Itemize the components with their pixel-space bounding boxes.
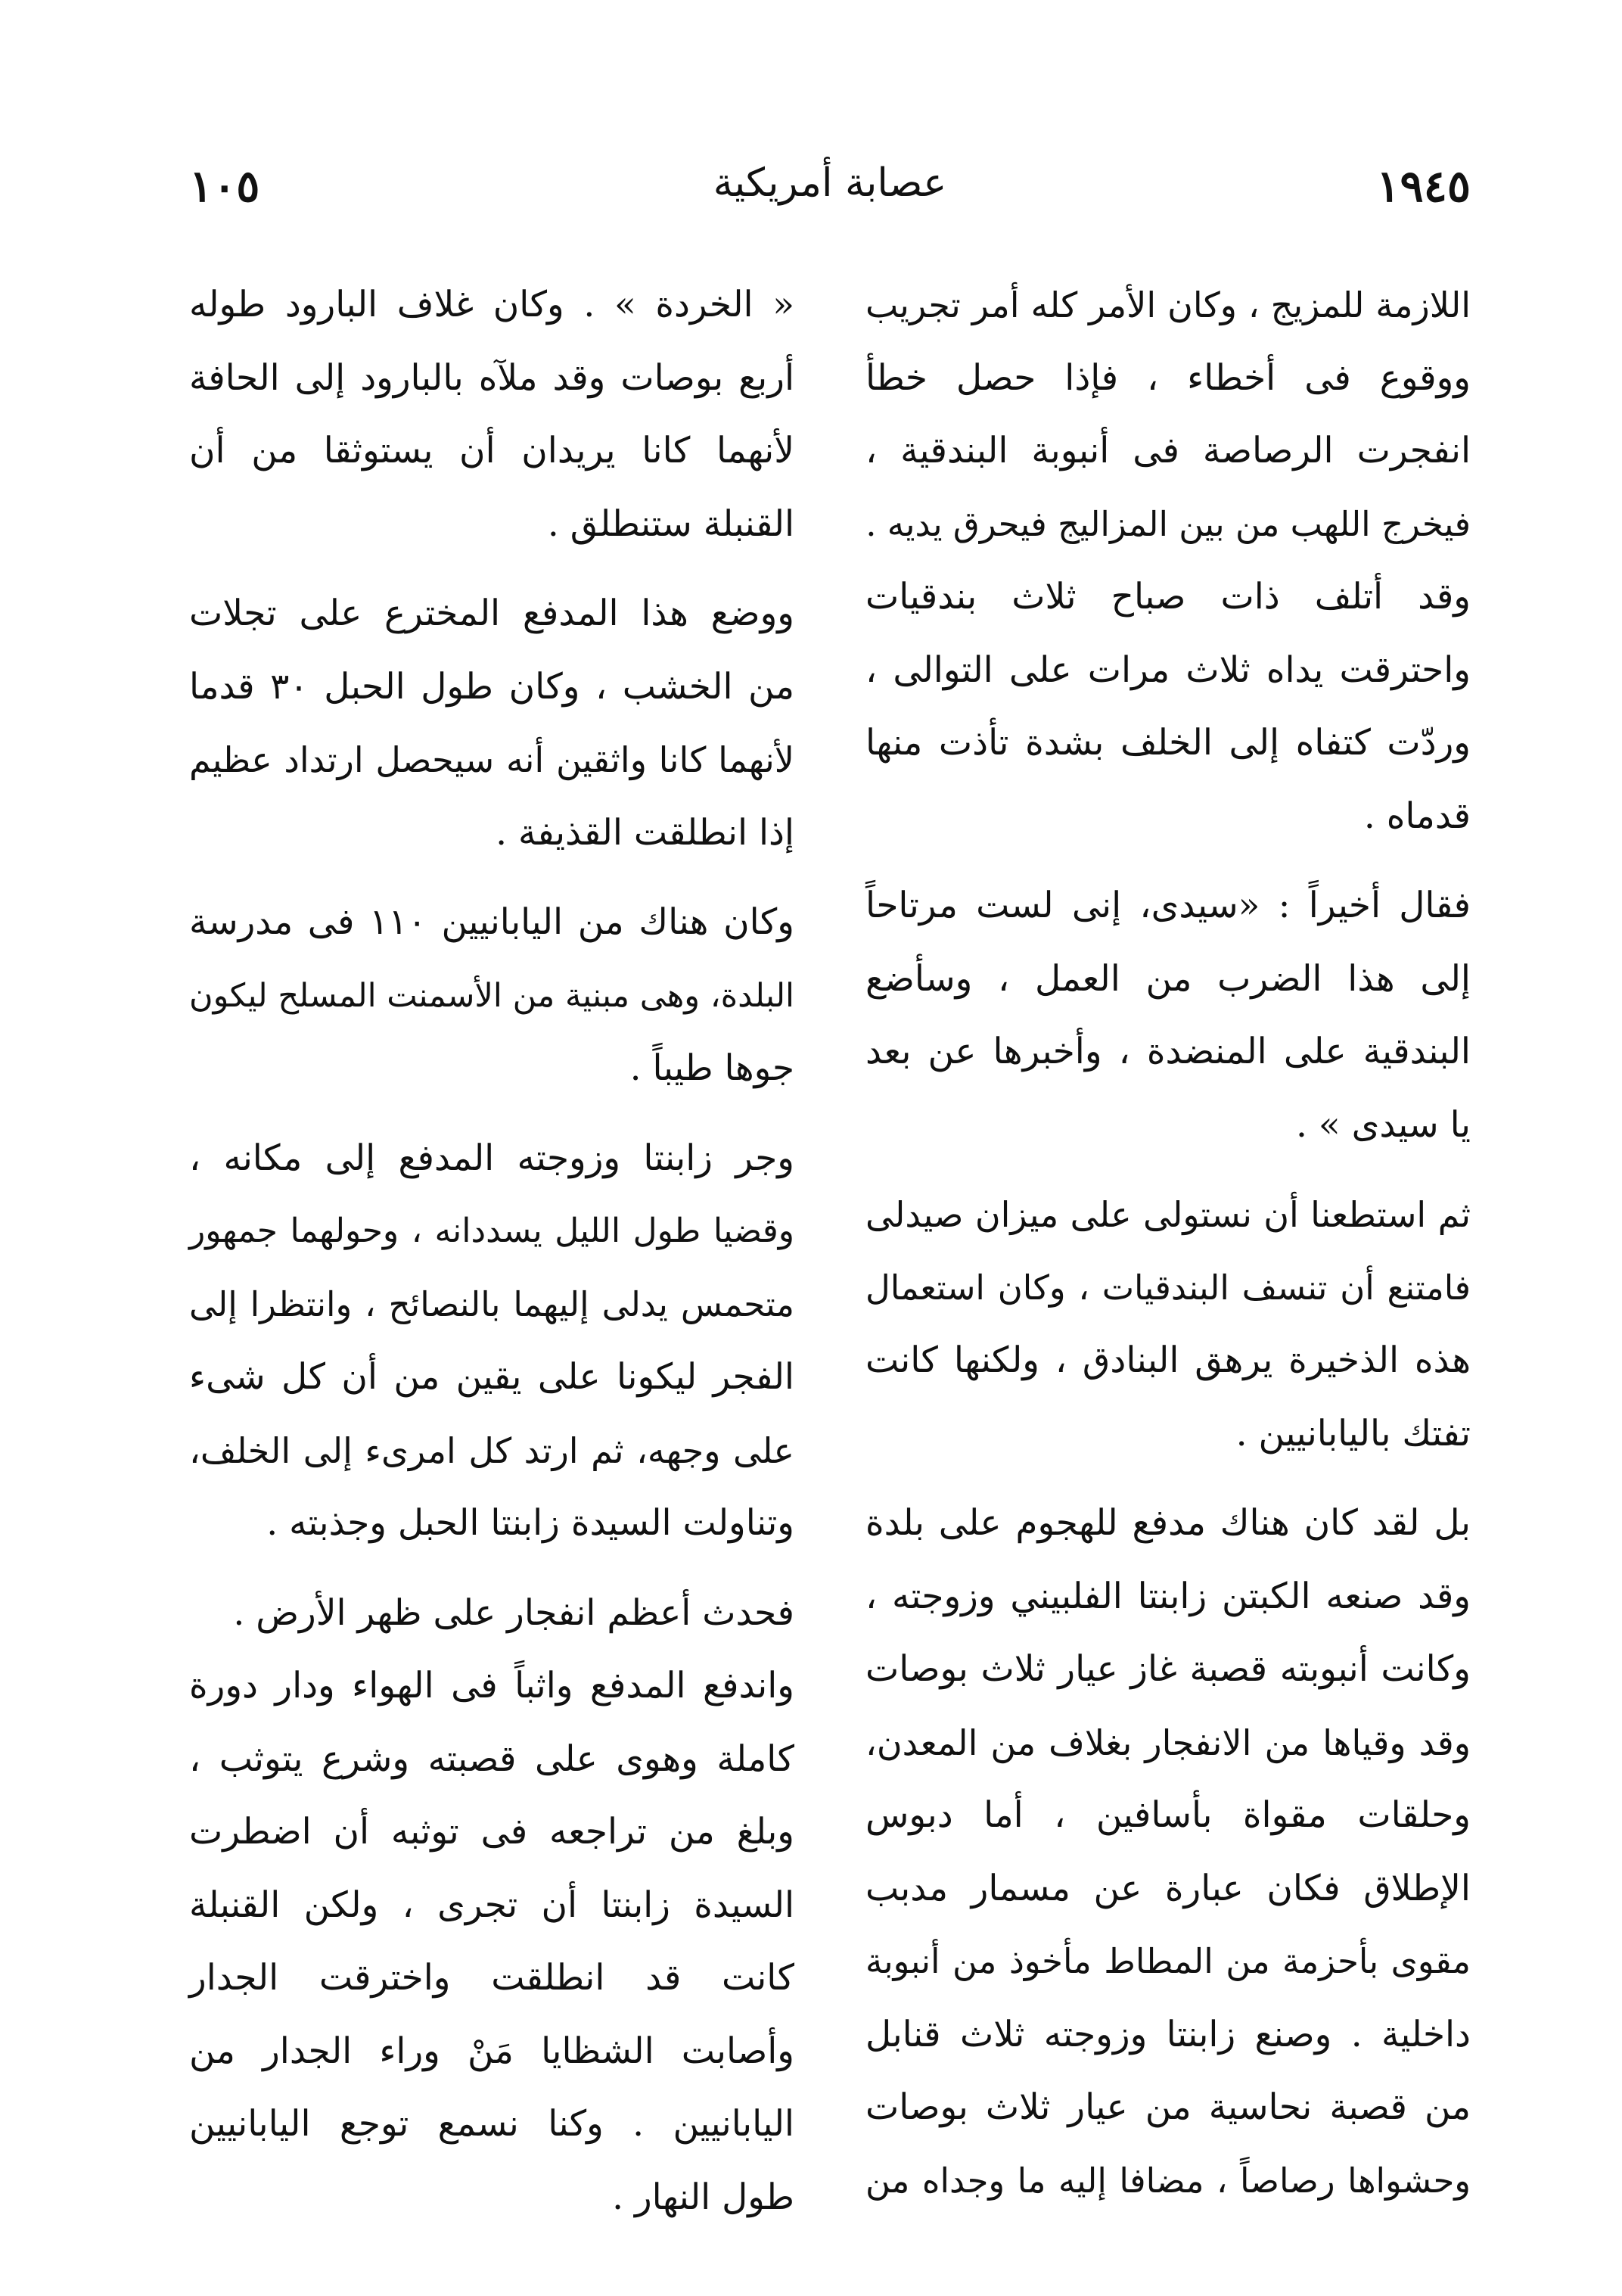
right-text-column [865, 269, 1471, 2217]
header-year: ١٩٤٥ [1376, 160, 1471, 212]
text-line: إذا انطلقت القذيفة . [496, 811, 794, 854]
text-line: فقال أخيراً : «سيدى، إنى لست مرتاحاً [865, 885, 1471, 926]
text-line: وقد صنعه الكبتن زابنتا الفلبيني وزوجته ، [865, 1575, 1471, 1617]
text-line: كاملة وهوى على قصبته وشرع يتوثب ، [189, 1738, 794, 1780]
text-line: وحلقات مقواة بأسافين ، أما دبوس [865, 1794, 1471, 1836]
text-line: السيدة زابنتا أن تجرى ، ولكن القنبلة [189, 1884, 794, 1926]
text-line: وردّت كتفاه إلى الخلف بشدة تأذت منها [865, 722, 1471, 764]
text-line: وأصابت الشظايا مَنْ وراء الجدار من [189, 2030, 794, 2072]
text-line: كانت قد انطلقت واخترقت الجدار [189, 1957, 794, 1999]
text-line: يا سيدى » . [1296, 1103, 1471, 1146]
text-line: وقد أتلف ذات صباح ثلاث بندقيات [865, 576, 1471, 618]
text-line: مقوى بأحزمة من المطاط مأخوذ من أنبوبة [865, 1941, 1471, 1981]
text-line: واحترقت يداه ثلاث مرات على التوالى ، [865, 649, 1471, 691]
text-line: ووضع هذا المدفع المخترع على تجلات [189, 593, 794, 634]
text-line: متحمس يدلى إليهما بالنصائح ، وانتظرا إلى [189, 1283, 794, 1324]
text-line: بل لقد كان هناك مدفع للهجوم على بلدة [865, 1502, 1471, 1544]
text-line: فيخرج اللهب من بين المزاليج فيحرق يديه . [865, 503, 1471, 544]
text-line: وقضيا طول الليل يسددانه ، وحولهما جمهور [189, 1212, 794, 1250]
text-line: طول النهار . [612, 2176, 794, 2218]
text-line: الإطلاق فكان عبارة عن مسمار مدبب [865, 1867, 1471, 1909]
text-line: وقد وقياها من الانفجار بغلاف من المعدن، [865, 1722, 1471, 1763]
text-line: وكانت أنبوبته قصبة غاز عيار ثلاث بوصات [865, 1648, 1471, 1690]
text-line: داخلية . وصنع زابنتا وزوجته ثلاث قنابل [865, 2013, 1471, 2055]
text-line: تفتك باليابانيين . [1235, 1412, 1471, 1454]
running-header [189, 160, 1471, 236]
text-line: فامتنع أن تنسف البندقيات ، وكان استعمال [865, 1267, 1471, 1308]
text-line: البندقية على المنضدة ، وأخبرها عن بعد [865, 1031, 1471, 1072]
text-line: اليابانيين . وكنا نسمع توجع اليابانيين [189, 2103, 794, 2145]
text-line: وبلغ من تراجعه فى توثبه أن اضطرت [189, 1811, 794, 1853]
text-line: على وجهه، ثم ارتد كل امرىء إلى الخلف، [189, 1430, 794, 1471]
text-line: وتناولت السيدة زابنتا الحبل وجذبته . [266, 1502, 794, 1544]
text-line: من الخشب ، وكان طول الحبل ٣٠ قدما [189, 665, 795, 708]
text-line: إلى هذا الضرب من العمل ، وسأضع [865, 957, 1471, 1000]
text-line: « الخردة » . وكان غلاف البارود طوله [189, 284, 794, 325]
text-line: الفجر ليكونا على يقين من أن كل شىء [189, 1356, 794, 1398]
left-text-column [189, 269, 794, 2234]
text-line: اللازمة للمزيج ، وكان الأمر كله أمر تجريب [865, 285, 1471, 325]
text-line: ووقوع فى أخطاء ، فإذا حصل خطأ [865, 356, 1471, 399]
text-line: فحدث أعظم انفجار على ظهر الأرض . [233, 1591, 794, 1634]
text-line: من قصبة نحاسية من عيار ثلاث بوصات [865, 2086, 1471, 2128]
text-line: وكان هناك من اليابانيين ١١٠ فى مدرسة [189, 901, 794, 943]
text-line: وحشواها رصاصاً ، مضافا إليه ما وجداه من [865, 2160, 1471, 2201]
text-line: لأنهما كانا يريدان أن يستوثقا من أن [189, 430, 794, 471]
header-title: عصابة أمريكية [713, 160, 947, 206]
text-line: قدماه . [1363, 795, 1471, 837]
text-line: ثم استطعنا أن نستولى على ميزان صيدلى [865, 1194, 1471, 1235]
text-line: وجر زابنتا وزوجته المدفع إلى مكانه ، [189, 1137, 794, 1179]
text-line: انفجرت الرصاصة فى أنبوبة البندقية ، [865, 430, 1471, 471]
text-line: هذه الذخيرة يرهق البنادق ، ولكنها كانت [865, 1339, 1471, 1381]
text-line: القنبلة ستنطلق . [547, 502, 794, 545]
text-line: أربع بوصات وقد ملآه بالبارود إلى الحافة [189, 356, 794, 399]
text-line: جوها طيباً . [629, 1047, 794, 1089]
text-line: لأنهما كانا واثقين أنه سيحصل ارتداد عظيم [189, 739, 794, 780]
page-number: ١٠٥ [189, 160, 260, 212]
text-line: البلدة، وهى مبنية من الأسمنت المسلح ليكون [189, 976, 794, 1015]
text-line: واندفع المدفع واثباً فى الهواء ودار دورة [189, 1665, 794, 1706]
